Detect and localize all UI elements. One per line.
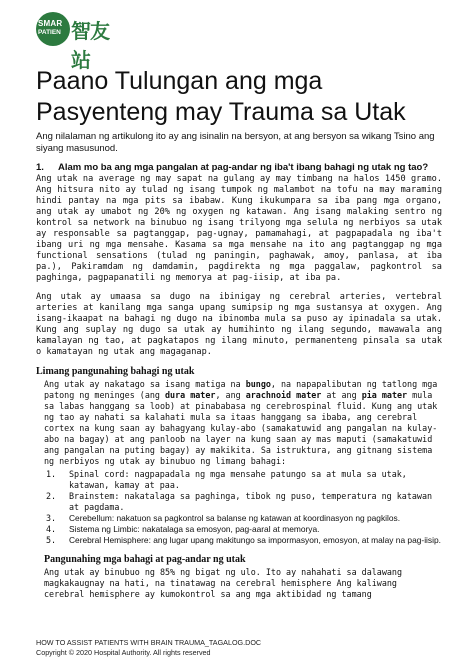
list-item-text: Cerebral Hemisphere: ang lugar upang makitungo sa impormasyon, emosyon, at malay na pag-iisip. xyxy=(69,535,441,545)
section-2-intro-a: Ang utak ay nakatago sa isang matiga na xyxy=(44,379,246,389)
footer-filename: HOW TO ASSIST PATIENTS WITH BRAIN TRAUMA_TAGALOG.DOC xyxy=(36,638,262,647)
page-title: Paano Tulungan ang mga Pasyenteng may Trauma sa Utak xyxy=(36,67,406,126)
list-item-text: Spinal cord: nagpapadala ng mga mensahe patungo sa at mula sa utak, katawan, kamay at paa. xyxy=(69,469,407,490)
list-item xyxy=(36,524,442,535)
section-2-intro-b: , na napapalibutan ng tatlong mga patong ng meninges (ang xyxy=(44,379,438,400)
list-item-number: 2. xyxy=(46,491,57,501)
section-3-paragraph: Ang utak ay binubuo ng 85% ng bigat ng ulo. Ito ay nahahati sa dalawang magkakaugnay na hati, na tinatawag na cerebral hemisphere Ang kaliwang cerebral hemisphere ay kumokontrol sa ang mga aktibidad ng tamang xyxy=(44,567,402,599)
document-body xyxy=(36,162,442,602)
page-footer xyxy=(36,638,261,658)
logo-text-smar: SMAR xyxy=(38,19,63,28)
list-item xyxy=(36,469,442,491)
list-item-text: Cerebellum: nakatuon sa pagkontrol sa balanse ng katawan at koordinasyon ng pagkilos. xyxy=(69,513,401,523)
section-2-intro xyxy=(44,379,442,467)
logo-text-chinese: 智友站 xyxy=(71,19,109,72)
section-2-intro-c: , ang xyxy=(215,390,246,400)
list-item-number: 4. xyxy=(46,524,57,534)
term-bungo: bungo xyxy=(245,379,271,389)
section-1-paragraph-2: Ang utak ay umaasa sa dugo na ibinigay ng cerebral arteries, vertebral arteries at kanilang mga sanga upang sumipsip ng mga sustansya at oxygen. Ang isang-ikaapat na bahagi ng dugo na ibinomba mula sa puso ay ipinadala sa utak. Kung ang suplay ng dugo sa utak ay humihinto ng ilang segundo, mawawala ang kamalayan ng tao, at pagkatapos ng ilang minuto, permanenteng pinsala sa utak o kamatayan ng utak ang magaganap. xyxy=(36,292,442,357)
brain-parts-list xyxy=(36,469,442,546)
list-item-text: Brainstem: nakatalaga sa paghinga, tibok ng puso, temperatura ng katawan at pagdama. xyxy=(69,491,433,512)
section-2-intro-e: mula sa labas hanggang sa loob) at pinababasa ng cerebrospinal fluid. Kung ang utak ng tao ay nahati sa kalahati mula sa itaas hanggang sa ibaba, ang cerebral cortex na kung saan ay bahagyang kulay-abo (samakatuwid ang pangalan na kulay-abo na bagay) at ang panloob na layer na kung saan ay mas maputi (samakatuwid ang pangalan na puting bagay) ay makikita. Sa istruktura, ang gitnang sistema ng nerbiyos ng utak ay binubuo ng limang bahagi: xyxy=(44,390,438,466)
logo-text-patien: PATIEN xyxy=(38,29,61,36)
section-1-number: 1. xyxy=(36,162,44,173)
list-item xyxy=(36,535,442,546)
footer-copyright: Copyright © 2020 Hospital Authority. All rights reserved xyxy=(36,648,211,657)
section-1-heading-text: Alam mo ba ang mga pangalan at pag-andar ng iba't ibang bahagi ng utak ng tao? xyxy=(58,162,429,173)
section-3-heading: Pangunahing mga bahagi at pag-andar ng utak xyxy=(44,554,246,565)
list-item-text: Sistema ng Limbic: nakatalaga sa emosyon, pag-aaral at memorya. xyxy=(69,524,320,534)
section-2-heading: Limang pangunahing bahagi ng utak xyxy=(36,366,195,377)
term-pia-mater: pia mater xyxy=(361,390,408,400)
term-dura-mater: dura mater xyxy=(165,390,216,400)
list-item xyxy=(36,513,442,524)
list-item-number: 3. xyxy=(46,513,57,523)
section-1-heading xyxy=(36,162,442,174)
section-2-intro-d: at ang xyxy=(321,390,362,400)
list-item-number: 5. xyxy=(46,535,57,545)
section-1-paragraph-1: Ang utak na average ng may sapat na gulang ay may timbang na halos 1450 gramo. Ang hitsura nito ay tulad ng isang tumpok ng malambot na tofu na may maraming hindi pantay na mga pits sa ibabaw. Kung ikukumpara sa iba pang mga organo, ang utak ay umabot ng 20% ng oxygen ng katawan. Ang isang malaking sentro ng kontrol sa network na binubuo ng isang trilyong mga selula ng nerbiyos sa utak ay responsable sa pagtanggap, pag-ugnay, pamamahagi, at pagpapadala ng iba't ibang uri ng mga mensahe. Kasama sa mga mensahe na ito ang pagtanggap ng mga functional sensations (tulad ng paningin, paghawak, amoy, panlasa, at iba pa.), Pakiramdam ng damdamin, pagdirekta ng mga paggalaw, pagkontrol sa paghinga, pagpapanatili ng memorya at pag-iisip, at iba pa. xyxy=(36,174,442,283)
smart-patient-logo xyxy=(36,10,122,72)
term-arachnoid-mater: arachnoid mater xyxy=(245,390,322,400)
list-item-number: 1. xyxy=(46,469,57,479)
list-item xyxy=(36,491,442,513)
translation-note: Ang nilalaman ng artikulong ito ay ang isinalin na bersyon, at ang bersyon sa wikang Tsino ang siyang masusunod. xyxy=(36,131,435,154)
